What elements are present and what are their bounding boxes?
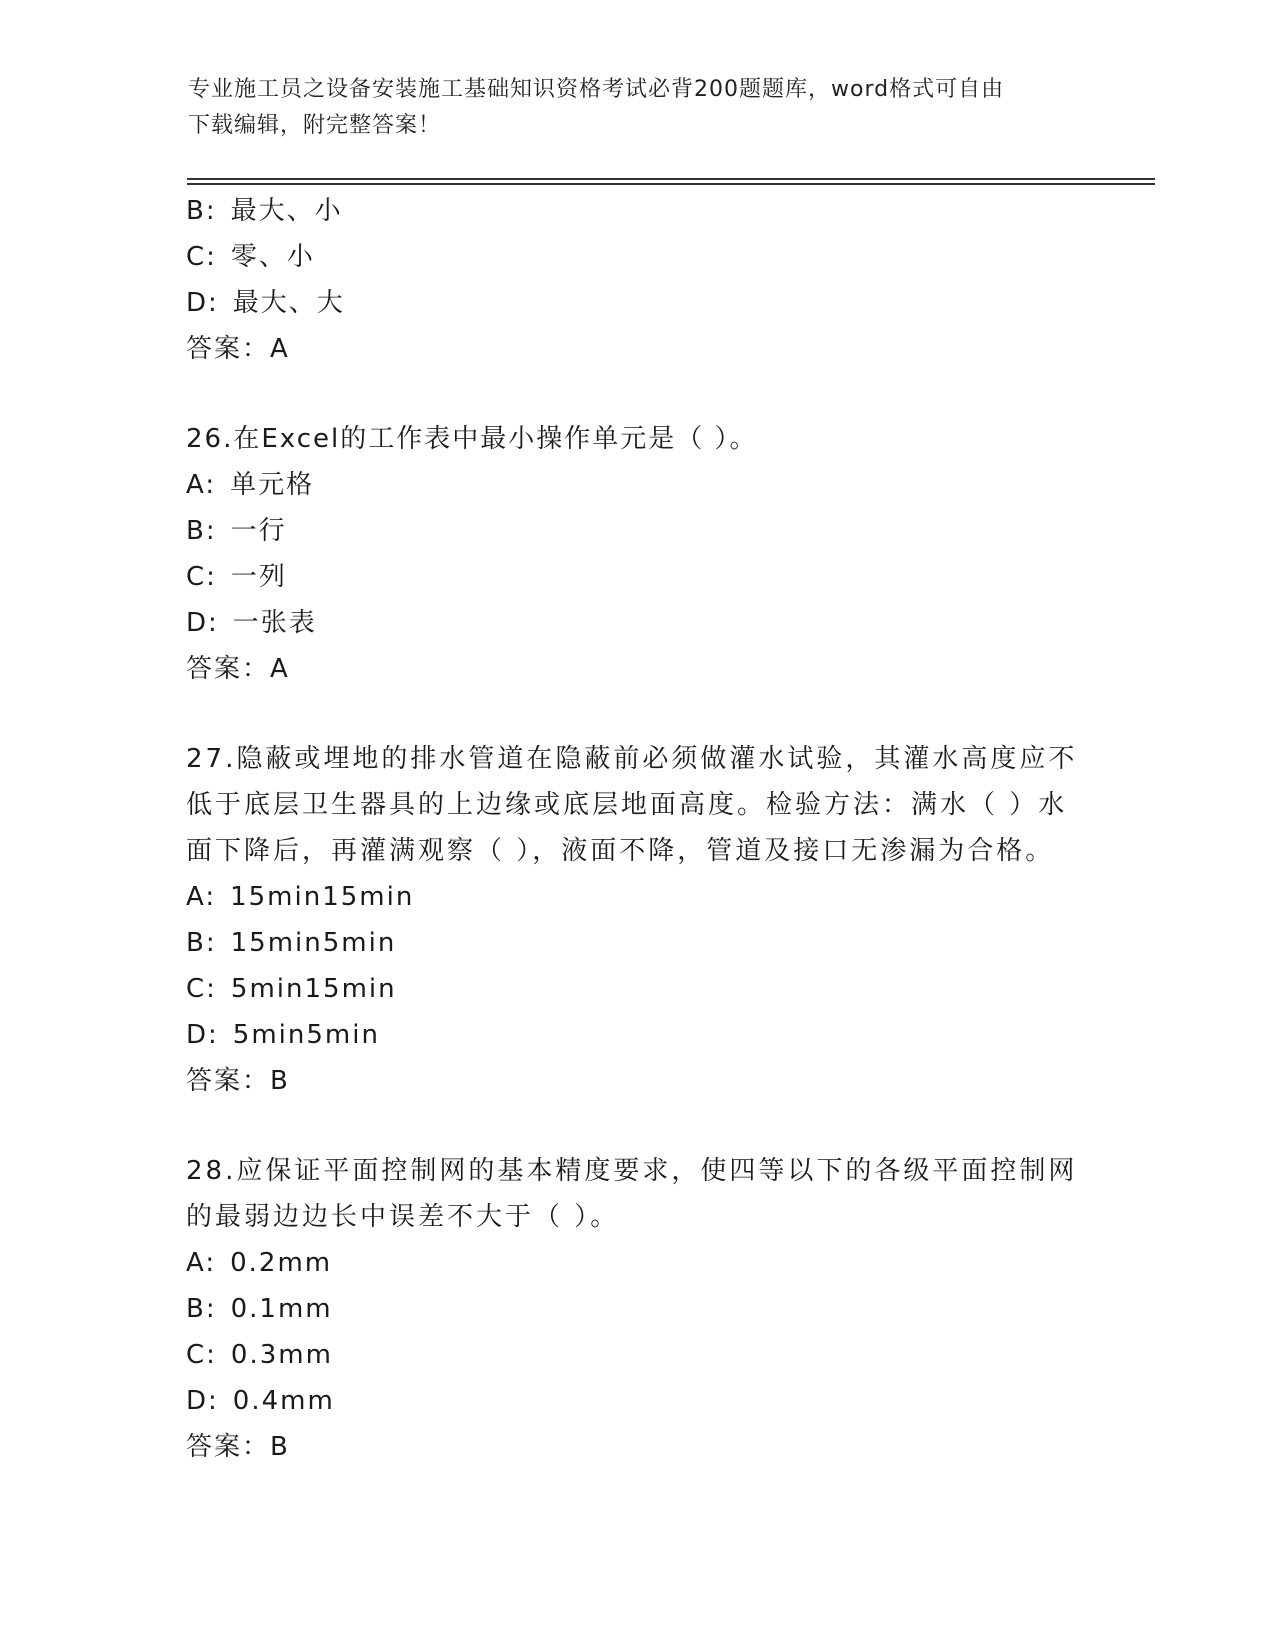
option-c (186, 234, 1086, 280)
option-a (186, 874, 1086, 920)
option-label: B: (186, 928, 217, 958)
option-d (186, 280, 1086, 326)
question-stem-line: 低于底层卫生器具的上边缘或底层地面高度。检验方法：满水（ ）水 (186, 790, 1068, 820)
question-27 (186, 736, 1086, 1104)
question-content (186, 188, 1086, 1470)
option-c (186, 1332, 1086, 1378)
option-label: B: (186, 196, 217, 226)
option-text: 0.3mm (230, 1340, 333, 1370)
option-text: 15min15min (230, 882, 415, 912)
spacer (186, 1104, 1086, 1148)
option-text: 最大、小 (230, 196, 343, 226)
option-text: 0.2mm (230, 1248, 333, 1278)
option-text: 一行 (230, 516, 287, 546)
option-label: C: (186, 562, 217, 592)
header-rule-bottom (187, 183, 1155, 185)
option-label: D: (186, 1386, 219, 1416)
option-d (186, 600, 1086, 646)
option-a (186, 462, 1086, 508)
option-label: C: (186, 974, 217, 1004)
document-header (188, 72, 1068, 144)
option-text: 一张表 (232, 608, 317, 638)
spacer (186, 692, 1086, 736)
header-rule-top (187, 178, 1155, 180)
option-text: 单元格 (230, 470, 315, 500)
option-label: A: (186, 470, 217, 500)
question-stem-line: 28.应保证平面控制网的基本精度要求，使四等以下的各级平面控制网 (186, 1156, 1078, 1186)
option-text: 5min5min (232, 1020, 380, 1050)
question-stem: 26.在Excel的工作表中最小操作单元是（ ）。 (186, 424, 758, 454)
option-a (186, 1240, 1086, 1286)
option-c (186, 554, 1086, 600)
option-text: 5min15min (230, 974, 397, 1004)
option-text: 0.4mm (232, 1386, 335, 1416)
option-d (186, 1012, 1086, 1058)
option-b (186, 1286, 1086, 1332)
option-b (186, 188, 1086, 234)
spacer (186, 372, 1086, 416)
option-d (186, 1378, 1086, 1424)
header-title-line-1: 专业施工员之设备安装施工基础知识资格考试必背200题题库，word格式可自由 (188, 77, 1005, 102)
option-b (186, 920, 1086, 966)
option-label: C: (186, 1340, 217, 1370)
question-stem-line: 面下降后，再灌满观察（ ），液面不降，管道及接口无渗漏为合格。 (186, 836, 1055, 866)
question-28 (186, 1148, 1086, 1470)
question-stem-line: 的最弱边边长中误差不大于（ ）。 (186, 1202, 620, 1232)
header-title-line-2: 下载编辑，附完整答案！ (188, 113, 442, 138)
question-25-tail (186, 188, 1086, 372)
answer-line: 答案：B (186, 1432, 290, 1462)
option-label: B: (186, 516, 217, 546)
option-label: A: (186, 882, 217, 912)
option-text: 0.1mm (230, 1294, 333, 1324)
option-text: 一列 (230, 562, 287, 592)
option-label: B: (186, 1294, 217, 1324)
option-label: D: (186, 1020, 219, 1050)
option-b (186, 508, 1086, 554)
option-text: 最大、大 (232, 288, 345, 318)
option-c (186, 966, 1086, 1012)
option-label: D: (186, 288, 219, 318)
option-label: C: (186, 242, 217, 272)
option-text: 零、小 (230, 242, 315, 272)
question-26 (186, 416, 1086, 692)
option-text: 15min5min (230, 928, 397, 958)
option-label: A: (186, 1248, 217, 1278)
question-stem-line: 27.隐蔽或埋地的排水管道在隐蔽前必须做灌水试验，其灌水高度应不 (186, 744, 1078, 774)
answer-line: 答案：A (186, 654, 290, 684)
option-label: D: (186, 608, 219, 638)
answer-line: 答案：B (186, 1066, 290, 1096)
answer-line: 答案：A (186, 334, 290, 364)
